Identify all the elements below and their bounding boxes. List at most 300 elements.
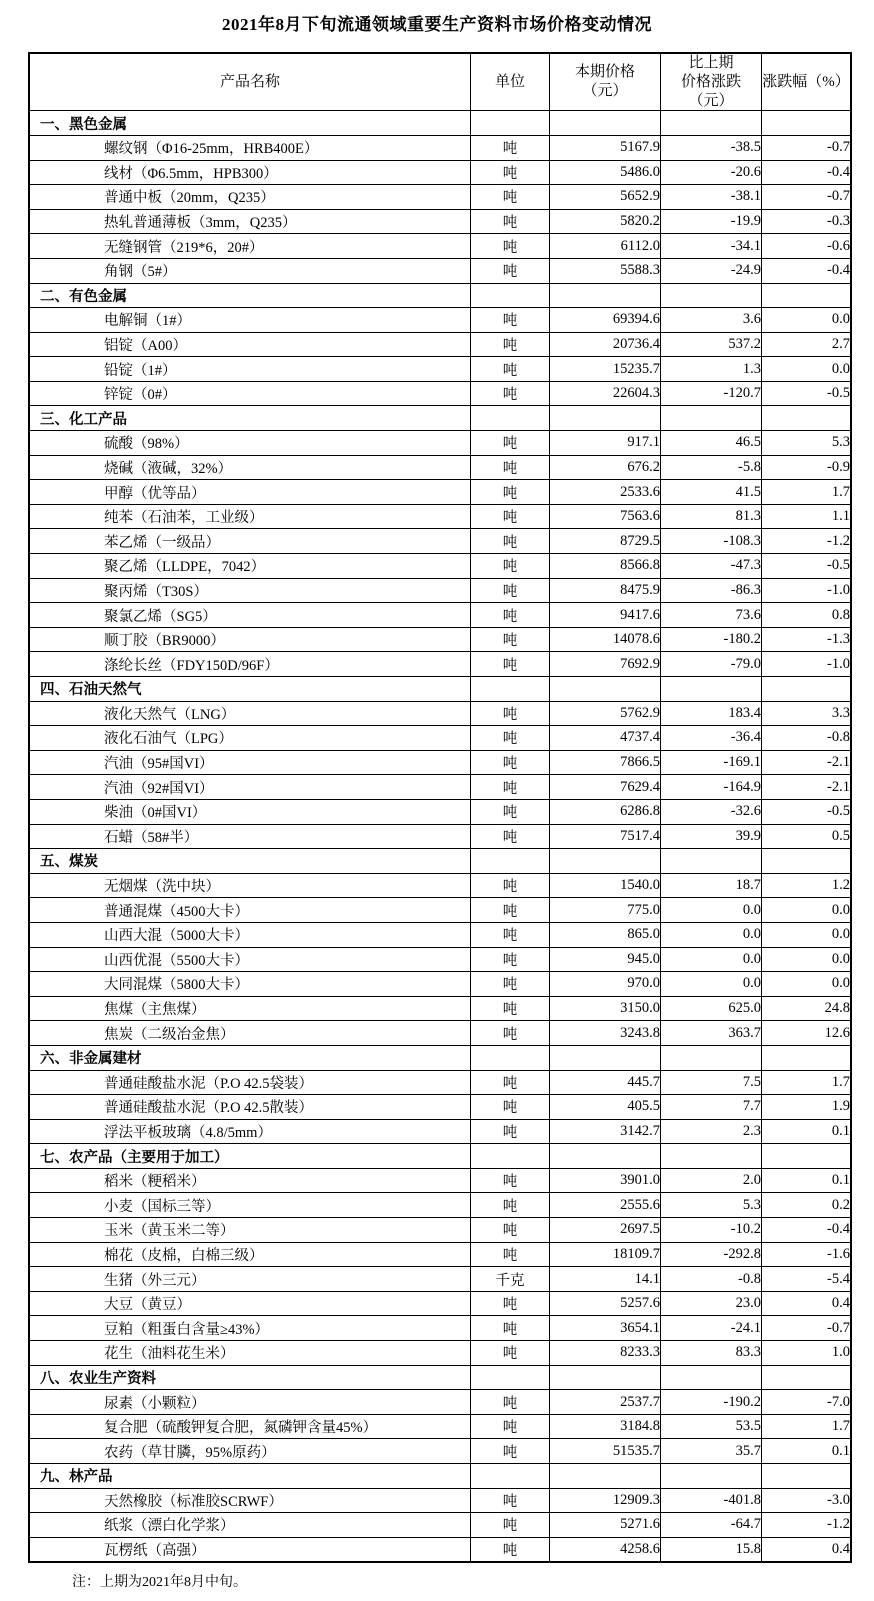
price-change: 2.3 [661,1119,762,1144]
current-price [550,1144,661,1169]
product-name: 液化石油气（LPG） [29,726,471,751]
product-unit [471,1045,550,1070]
table-row [29,1218,851,1243]
column-header-unit: 单位 [471,53,550,111]
price-change: -32.6 [661,799,762,824]
column-header-current-price-line1: 本期价格 [574,64,635,81]
product-name: 大同混煤（5800大卡） [29,972,471,997]
product-unit: 千克 [471,1267,550,1292]
product-unit: 吨 [471,996,550,1021]
column-header-price-change-line1: 比上期 [688,55,734,72]
current-price: 5820.2 [550,209,661,234]
current-price: 51535.7 [550,1439,661,1464]
product-unit: 吨 [471,726,550,751]
current-price: 3150.0 [550,996,661,1021]
product-unit: 吨 [471,775,550,800]
product-unit: 吨 [471,308,550,333]
current-price: 917.1 [550,431,661,456]
table-row [29,1193,851,1218]
table-row [29,947,851,972]
current-price [550,406,661,431]
table-row [29,1537,851,1562]
category-label: 六、非金属建材 [29,1045,471,1070]
table-header-row [29,53,851,111]
current-price: 865.0 [550,922,661,947]
price-change: -79.0 [661,652,762,677]
percent-change: -7.0 [762,1390,852,1415]
table-row [29,996,851,1021]
price-change: 46.5 [661,431,762,456]
product-unit [471,406,550,431]
current-price [550,1365,661,1390]
current-price [550,677,661,702]
product-name: 螺纹钢（Φ16-25mm，HRB400E） [29,135,471,160]
current-price: 3243.8 [550,1021,661,1046]
product-unit: 吨 [471,455,550,480]
product-unit: 吨 [471,1193,550,1218]
product-unit: 吨 [471,701,550,726]
category-row [29,1045,851,1070]
column-header-price-change [661,53,762,111]
price-change: -19.9 [661,209,762,234]
product-name: 苯乙烯（一级品） [29,529,471,554]
table-row [29,185,851,210]
product-name: 聚氯乙烯（SG5） [29,603,471,628]
current-price: 3901.0 [550,1168,661,1193]
percent-change: -1.6 [762,1242,852,1267]
product-unit: 吨 [471,1390,550,1415]
price-change: -0.8 [661,1267,762,1292]
product-name: 石蜡（58#半） [29,824,471,849]
current-price: 3142.7 [550,1119,661,1144]
price-change: -34.1 [661,234,762,259]
current-price [550,849,661,874]
current-price: 4258.6 [550,1537,661,1562]
product-name: 液化天然气（LNG） [29,701,471,726]
product-name: 无缝钢管（219*6，20#） [29,234,471,259]
product-unit: 吨 [471,209,550,234]
price-change [661,677,762,702]
price-change: 537.2 [661,332,762,357]
price-change: 7.7 [661,1095,762,1120]
percent-change: 0.0 [762,922,852,947]
product-unit: 吨 [471,1291,550,1316]
product-unit: 吨 [471,947,550,972]
price-change: 18.7 [661,873,762,898]
price-change: 1.3 [661,357,762,382]
percent-change: -5.4 [762,1267,852,1292]
percent-change: -0.3 [762,209,852,234]
current-price: 8233.3 [550,1341,661,1366]
table-row [29,480,851,505]
category-label: 七、农产品（主要用于加工） [29,1144,471,1169]
product-unit: 吨 [471,1341,550,1366]
category-row [29,677,851,702]
product-name: 烧碱（液碱，32%） [29,455,471,480]
product-name: 顺丁胶（BR9000） [29,627,471,652]
table-row [29,209,851,234]
category-label: 九、林产品 [29,1464,471,1489]
product-name: 热轧普通薄板（3mm，Q235） [29,209,471,234]
table-row [29,1414,851,1439]
price-change: -24.1 [661,1316,762,1341]
current-price: 20736.4 [550,332,661,357]
current-price: 8729.5 [550,529,661,554]
price-change: -190.2 [661,1390,762,1415]
table-row [29,160,851,185]
table-row [29,357,851,382]
product-unit: 吨 [471,922,550,947]
product-unit: 吨 [471,258,550,283]
product-name: 线材（Φ6.5mm，HPB300） [29,160,471,185]
product-name: 普通中板（20mm，Q235） [29,185,471,210]
category-label: 四、石油天然气 [29,677,471,702]
percent-change: 12.6 [762,1021,852,1046]
column-header-price-change-line2: 价格涨跌 [680,73,741,90]
current-price [550,111,661,136]
category-row [29,1144,851,1169]
price-change: 183.4 [661,701,762,726]
price-change: 41.5 [661,480,762,505]
product-unit [471,1365,550,1390]
category-label: 二、有色金属 [29,283,471,308]
price-change [661,111,762,136]
product-unit: 吨 [471,1439,550,1464]
price-change: 0.0 [661,922,762,947]
percent-change: 0.4 [762,1291,852,1316]
product-name: 复合肥（硫酸钾复合肥，氮磷钾含量45%） [29,1414,471,1439]
price-change [661,283,762,308]
product-unit: 吨 [471,1119,550,1144]
current-price: 5271.6 [550,1513,661,1538]
price-change: 0.0 [661,972,762,997]
table-row [29,578,851,603]
product-unit: 吨 [471,1513,550,1538]
product-unit: 吨 [471,873,550,898]
current-price: 14.1 [550,1267,661,1292]
current-price: 15235.7 [550,357,661,382]
current-price [550,1045,661,1070]
table-body [29,111,851,1563]
percent-change: 0.0 [762,972,852,997]
current-price: 12909.3 [550,1488,661,1513]
price-change [661,1045,762,1070]
current-price: 7692.9 [550,652,661,677]
price-change: 625.0 [661,996,762,1021]
category-row [29,849,851,874]
price-change [661,1464,762,1489]
product-name: 瓦楞纸（高强） [29,1537,471,1562]
table-row [29,922,851,947]
percent-change: 1.0 [762,1341,852,1366]
table-row [29,1095,851,1120]
product-name: 玉米（黄玉米二等） [29,1218,471,1243]
percent-change: -0.6 [762,234,852,259]
product-unit: 吨 [471,898,550,923]
price-change [661,1365,762,1390]
percent-change [762,1045,852,1070]
percent-change [762,1144,852,1169]
price-change: 83.3 [661,1341,762,1366]
price-change: 0.0 [661,947,762,972]
percent-change: -0.8 [762,726,852,751]
product-unit: 吨 [471,431,550,456]
price-change: 35.7 [661,1439,762,1464]
price-change: -47.3 [661,554,762,579]
percent-change: -2.1 [762,750,852,775]
product-unit: 吨 [471,529,550,554]
table-row [29,775,851,800]
price-change: -64.7 [661,1513,762,1538]
current-price [550,1464,661,1489]
table-row [29,431,851,456]
product-unit: 吨 [471,185,550,210]
table-row [29,1021,851,1046]
price-change: -20.6 [661,160,762,185]
product-name: 无烟煤（洗中块） [29,873,471,898]
percent-change: 0.1 [762,1439,852,1464]
product-unit: 吨 [471,234,550,259]
table-row [29,455,851,480]
current-price: 676.2 [550,455,661,480]
product-name: 小麦（国标三等） [29,1193,471,1218]
table-row [29,332,851,357]
table-row [29,1291,851,1316]
column-header-percent-change: 涨跌幅（%） [762,53,852,111]
percent-change: 0.1 [762,1168,852,1193]
product-unit: 吨 [471,504,550,529]
percent-change: 0.1 [762,1119,852,1144]
product-unit: 吨 [471,627,550,652]
percent-change: -0.4 [762,1218,852,1243]
percent-change: 0.8 [762,603,852,628]
current-price: 69394.6 [550,308,661,333]
current-price: 2537.7 [550,1390,661,1415]
product-unit: 吨 [471,1537,550,1562]
category-label: 一、黑色金属 [29,111,471,136]
table-row [29,1242,851,1267]
category-row [29,111,851,136]
percent-change: 1.7 [762,1414,852,1439]
percent-change: 0.4 [762,1537,852,1562]
product-name: 焦炭（二级冶金焦） [29,1021,471,1046]
price-change: 73.6 [661,603,762,628]
column-header-product-name: 产品名称 [29,53,471,111]
product-name: 硫酸（98%） [29,431,471,456]
price-table [28,52,852,1563]
product-name: 纯苯（石油苯，工业级） [29,504,471,529]
percent-change: 5.3 [762,431,852,456]
product-unit: 吨 [471,824,550,849]
table-row [29,308,851,333]
percent-change: -2.1 [762,775,852,800]
product-name: 生猪（外三元） [29,1267,471,1292]
price-change: -401.8 [661,1488,762,1513]
table-row [29,1341,851,1366]
product-unit: 吨 [471,603,550,628]
table-row [29,1267,851,1292]
current-price [550,283,661,308]
percent-change: -0.4 [762,258,852,283]
percent-change [762,111,852,136]
percent-change: 1.7 [762,1070,852,1095]
product-name: 山西优混（5500大卡） [29,947,471,972]
product-name: 纸浆（漂白化学浆） [29,1513,471,1538]
current-price: 8566.8 [550,554,661,579]
product-name: 汽油（92#国VI） [29,775,471,800]
percent-change: -0.9 [762,455,852,480]
percent-change: -1.2 [762,1513,852,1538]
product-name: 稻米（粳稻米） [29,1168,471,1193]
product-name: 普通硅酸盐水泥（P.O 42.5散装） [29,1095,471,1120]
current-price: 7866.5 [550,750,661,775]
product-name: 农药（草甘膦，95%原药） [29,1439,471,1464]
price-change: -36.4 [661,726,762,751]
percent-change: 3.3 [762,701,852,726]
percent-change: 0.0 [762,357,852,382]
table-row [29,824,851,849]
category-label: 三、化工产品 [29,406,471,431]
table-row [29,972,851,997]
product-unit: 吨 [471,554,550,579]
current-price: 2555.6 [550,1193,661,1218]
product-unit [471,283,550,308]
category-label: 八、农业生产资料 [29,1365,471,1390]
percent-change: 1.7 [762,480,852,505]
column-header-current-price [550,53,661,111]
category-row [29,283,851,308]
product-unit: 吨 [471,1168,550,1193]
price-change: 15.8 [661,1537,762,1562]
product-name: 普通混煤（4500大卡） [29,898,471,923]
price-change: 5.3 [661,1193,762,1218]
product-name: 电解铜（1#） [29,308,471,333]
product-name: 焦煤（主焦煤） [29,996,471,1021]
table-row [29,603,851,628]
percent-change [762,677,852,702]
percent-change [762,1464,852,1489]
current-price: 945.0 [550,947,661,972]
table-row [29,234,851,259]
table-row [29,627,851,652]
table-row [29,554,851,579]
product-name: 涤纶长丝（FDY150D/96F） [29,652,471,677]
product-unit: 吨 [471,1095,550,1120]
percent-change: -1.0 [762,652,852,677]
current-price: 2697.5 [550,1218,661,1243]
product-name: 天然橡胶（标准胶SCRWF） [29,1488,471,1513]
product-name: 大豆（黄豆） [29,1291,471,1316]
category-row [29,1365,851,1390]
current-price: 22604.3 [550,381,661,406]
price-change [661,849,762,874]
column-header-current-price-line2: （元） [582,83,628,100]
price-change: -108.3 [661,529,762,554]
percent-change: 2.7 [762,332,852,357]
product-name: 普通硅酸盐水泥（P.O 42.5袋装） [29,1070,471,1095]
current-price: 405.5 [550,1095,661,1120]
price-change: 363.7 [661,1021,762,1046]
percent-change: -0.5 [762,381,852,406]
product-unit [471,111,550,136]
percent-change: -0.7 [762,185,852,210]
current-price: 3654.1 [550,1316,661,1341]
percent-change: -0.4 [762,160,852,185]
product-name: 聚乙烯（LLDPE，7042） [29,554,471,579]
price-change: -120.7 [661,381,762,406]
product-name: 汽油（95#国VI） [29,750,471,775]
table-row [29,652,851,677]
product-unit: 吨 [471,1242,550,1267]
table-row [29,135,851,160]
product-name: 花生（油料花生米） [29,1341,471,1366]
current-price: 5652.9 [550,185,661,210]
product-unit: 吨 [471,652,550,677]
price-change: -86.3 [661,578,762,603]
product-unit: 吨 [471,1070,550,1095]
current-price: 775.0 [550,898,661,923]
current-price: 5486.0 [550,160,661,185]
current-price: 9417.6 [550,603,661,628]
product-unit: 吨 [471,799,550,824]
current-price: 3184.8 [550,1414,661,1439]
table-row [29,381,851,406]
price-change: -164.9 [661,775,762,800]
product-unit: 吨 [471,1021,550,1046]
product-name: 角钢（5#） [29,258,471,283]
product-name: 铝锭（A00） [29,332,471,357]
current-price: 7629.4 [550,775,661,800]
current-price: 1540.0 [550,873,661,898]
table-row [29,258,851,283]
percent-change: 24.8 [762,996,852,1021]
product-name: 柴油（0#国VI） [29,799,471,824]
table-row [29,504,851,529]
price-change: 0.0 [661,898,762,923]
product-unit: 吨 [471,1414,550,1439]
price-change: 23.0 [661,1291,762,1316]
product-unit: 吨 [471,972,550,997]
percent-change: 1.2 [762,873,852,898]
product-unit [471,677,550,702]
table-row [29,1119,851,1144]
price-change: -180.2 [661,627,762,652]
table-row [29,726,851,751]
current-price: 18109.7 [550,1242,661,1267]
price-change: -5.8 [661,455,762,480]
product-name: 锌锭（0#） [29,381,471,406]
current-price: 2533.6 [550,480,661,505]
percent-change [762,1365,852,1390]
table-row [29,529,851,554]
percent-change: 1.9 [762,1095,852,1120]
product-unit: 吨 [471,381,550,406]
percent-change: 0.0 [762,947,852,972]
category-row [29,1464,851,1489]
price-change: 7.5 [661,1070,762,1095]
percent-change [762,283,852,308]
price-change: -169.1 [661,750,762,775]
product-unit [471,849,550,874]
table-row [29,1439,851,1464]
current-price: 445.7 [550,1070,661,1095]
price-change: 81.3 [661,504,762,529]
percent-change: 0.5 [762,824,852,849]
product-unit: 吨 [471,1488,550,1513]
table-row [29,898,851,923]
price-change: 39.9 [661,824,762,849]
current-price: 7563.6 [550,504,661,529]
